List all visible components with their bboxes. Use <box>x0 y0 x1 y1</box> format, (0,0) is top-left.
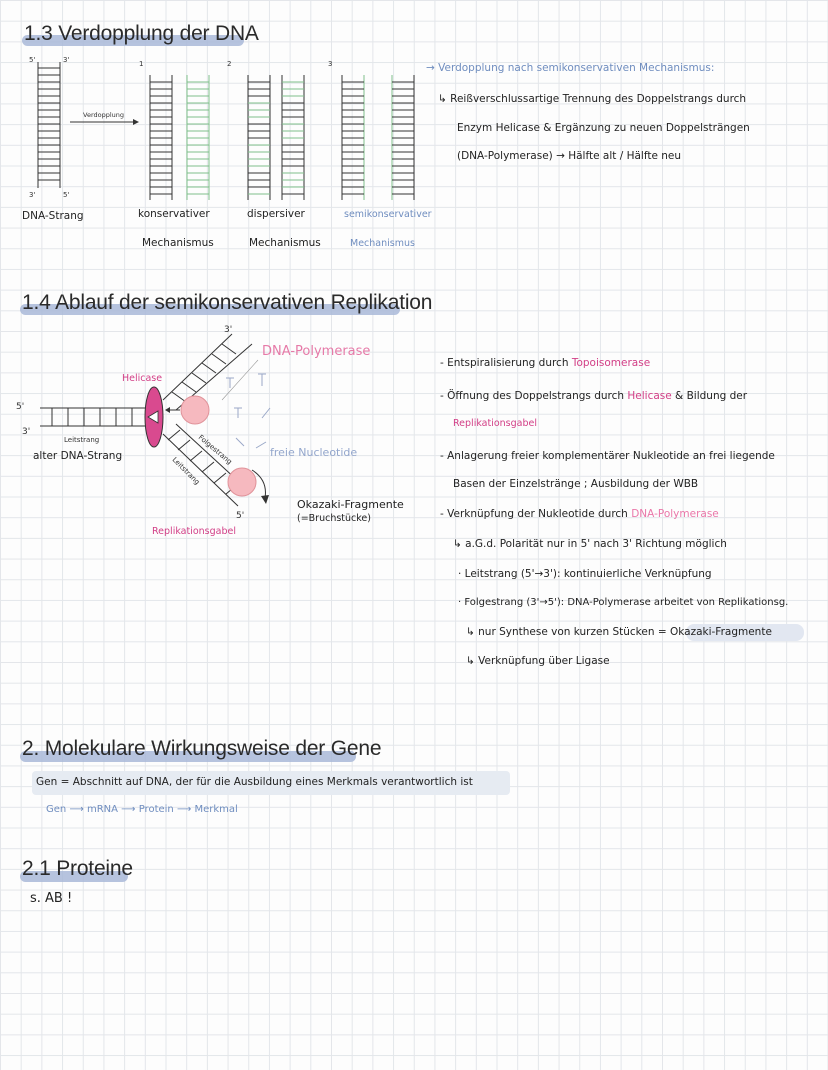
dispersive-label-1: dispersiver <box>247 208 305 220</box>
label-3prime-fork-top: 3' <box>224 325 233 335</box>
flow-gene: Gen <box>46 804 67 815</box>
polymerase-label: DNA-Polymerase <box>262 344 371 359</box>
bullet-5: Basen der Einzelstränge ; Ausbildung der WBB <box>453 478 699 490</box>
leading-strand-label: Leitstrang <box>170 455 202 487</box>
semiconservative-ladder-1 <box>342 75 364 200</box>
gene-definition: Gen = Abschnitt auf DNA, der für die Ausbildung eines Merkmals verantwortlich ist <box>36 776 473 788</box>
model-number-1: 1 <box>139 60 144 68</box>
bullet-2-emphasis: Helicase <box>627 390 672 402</box>
dispersive-ladder-1 <box>248 75 270 200</box>
old-strand-label: alter DNA-Strang <box>33 450 123 462</box>
label-5prime-top: 5' <box>29 56 36 64</box>
flow-protein: Protein <box>138 804 174 815</box>
bullet-10-pre: ↳ nur Synthese von kurzen Stücken = <box>466 626 670 638</box>
conservative-label-1: konservativer <box>138 208 210 220</box>
conservative-label-2: Mechanismus <box>142 237 214 249</box>
bullet-1-pre: - Entspiralisierung durch <box>440 357 572 369</box>
bullet-2 <box>440 390 747 402</box>
replication-note-3: Enzym Helicase & Ergänzung zu neuen Doppelsträngen <box>457 122 750 134</box>
okazaki-sub-label: (=Bruchstücke) <box>297 513 371 524</box>
gene-flow <box>46 804 238 815</box>
proteins-note: s. AB ! <box>30 891 73 906</box>
dispersive-ladder-2 <box>282 75 304 200</box>
section-title-2-1: 2.1 Proteine <box>22 857 133 880</box>
replication-note-4: (DNA-Polymerase) → Hälfte alt / Hälfte neu <box>457 150 682 162</box>
dna-strand-drawing <box>38 62 60 188</box>
label-5prime-fork-bottom: 5' <box>236 511 245 521</box>
label-5prime-left: 5' <box>16 402 25 412</box>
replication-models-diagram <box>0 50 430 210</box>
polymerase-upper <box>181 396 209 424</box>
duplication-arrowhead <box>133 119 139 125</box>
label-3prime-left: 3' <box>22 427 31 437</box>
bullet-10 <box>466 626 772 638</box>
replication-note-1-text: → Verdopplung nach semikonservativen Mechanismus: <box>426 62 715 74</box>
bullet-2-post: & Bildung der <box>671 390 748 402</box>
model-number-2: 2 <box>227 60 232 68</box>
dna-strand-label: DNA-Strang <box>22 210 84 222</box>
duplication-arrow-label: Verdopplung <box>83 111 125 119</box>
bullet-6 <box>440 508 719 520</box>
section-title-1-3: 1.3 Verdopplung der DNA <box>24 22 259 45</box>
free-nucleotides-label: freie Nucleotide <box>270 446 358 459</box>
upper-fork-strand <box>163 334 252 410</box>
free-nucleotides <box>226 374 270 448</box>
fork-label: Replikationsgabel <box>152 526 236 537</box>
conservative-ladder-old <box>150 75 172 200</box>
bullet-3 <box>453 418 537 429</box>
bullet-8: · Leitstrang (5'→3'): kontinuierliche Verknüpfung <box>458 568 712 580</box>
dispersive-label-2: Mechanismus <box>249 237 321 249</box>
conservative-ladder-new <box>187 75 209 200</box>
helicase-label: Helicase <box>122 373 163 384</box>
lagging-arrowhead <box>261 495 269 504</box>
old-double-strand <box>40 408 150 426</box>
okazaki-label: Okazaki-Fragmente <box>297 498 404 511</box>
bullet-11: ↳ Verknüpfung über Ligase <box>466 655 610 667</box>
flow-arrow-3: ⟶ <box>176 804 192 815</box>
bullet-3-emphasis: Replikationsgabel <box>453 418 537 429</box>
section-title-2: 2. Molekulare Wirkungsweise der Gene <box>22 737 382 760</box>
bullet-1 <box>440 357 650 369</box>
bullet-7: ↳ a.G.d. Polarität nur in 5' nach 3' Richtung möglich <box>453 538 727 550</box>
replication-note-2: ↳ Reißverschlussartige Trennung des Doppelstrangs durch <box>438 93 747 105</box>
semiconservative-label-2: Mechanismus <box>350 238 415 249</box>
model-number-3: 3 <box>328 60 333 68</box>
flow-arrow-2: ⟶ <box>121 804 136 815</box>
flow-trait: Merkmal <box>194 804 238 815</box>
label-3prime-top: 3' <box>63 56 70 64</box>
bullet-9: · Folgestrang (3'→5'): DNA-Polymerase arbeitet von Replikationsg. <box>458 597 789 608</box>
helicase-arrowhead <box>165 407 170 413</box>
bullet-4: - Anlagerung freier komplementärer Nukleotide an frei liegende <box>440 450 775 462</box>
bullet-1-emphasis: Topoisomerase <box>571 357 651 369</box>
bullet-10-emphasis: Okazaki-Fragmente <box>669 626 772 638</box>
bullet-2-pre: - Öffnung des Doppelstrangs durch <box>440 390 628 402</box>
flow-arrow-1: ⟶ <box>69 804 84 815</box>
replication-fork-diagram <box>0 320 440 550</box>
flow-mrna: mRNA <box>86 804 118 815</box>
label-3prime-bottom: 3' <box>29 191 36 199</box>
leading-strand-left-label: Leitstrang <box>64 436 100 444</box>
semiconservative-label-1: semikonservativer <box>344 209 432 220</box>
polymerase-lower <box>228 468 256 496</box>
bullet-6-pre: - Verknüpfung der Nukleotide durch <box>440 508 632 520</box>
label-5prime-bottom: 5' <box>63 191 70 199</box>
bullet-6-emphasis: DNA-Polymerase <box>631 508 719 520</box>
replication-note-1 <box>426 62 714 74</box>
section-title-1-4: 1.4 Ablauf der semikonservativen Replikation <box>22 291 433 314</box>
semiconservative-ladder-2 <box>392 75 414 200</box>
lagging-strand-label: Folgestrang <box>196 433 234 467</box>
